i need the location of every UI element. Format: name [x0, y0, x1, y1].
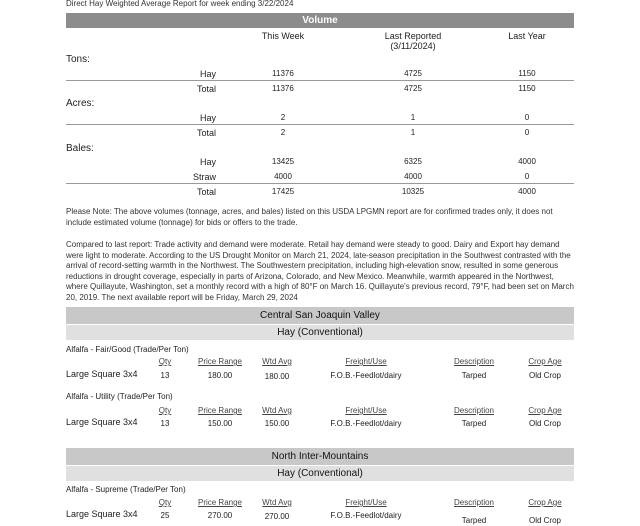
bales-rule: [66, 183, 574, 184]
col-crop-age: Crop Age: [528, 498, 562, 507]
row-description: Tarped: [461, 516, 487, 525]
col-wtd-avg: Wtd Avg: [262, 406, 292, 415]
bales-straw-last-year: 0: [524, 172, 530, 181]
row-price-range: 270.00: [207, 511, 233, 520]
bales-hay-this-week: 13425: [271, 157, 295, 166]
col-last-reported-date: (3/11/2024): [390, 41, 436, 51]
col-description: Description: [453, 406, 494, 415]
acres-total-this-week: 2: [280, 128, 286, 137]
col-crop-age: Crop Age: [528, 357, 562, 366]
tons-total-this-week: 11376: [272, 84, 294, 93]
col-qty: Qty: [158, 406, 172, 415]
row-item: Large Square 3x4: [66, 369, 138, 379]
bales-label: Bales:: [66, 143, 94, 154]
acres-hay-last-reported: 1: [410, 113, 416, 122]
tons-total-last-reported: 4725: [404, 84, 422, 93]
col-wtd-avg: Wtd Avg: [262, 498, 292, 507]
row-freight-use: F.O.B.-Feedlot/dairy: [330, 511, 402, 520]
col-crop-age: Crop Age: [528, 406, 562, 415]
row-wtd-avg: 150.00: [264, 419, 290, 428]
group-title: Alfalfa - Utility (Trade/Per Ton): [66, 392, 173, 401]
row-freight-use: F.O.B.-Feedlot/dairy: [330, 371, 402, 380]
row-item: Large Square 3x4: [66, 509, 138, 519]
row-crop-age: Old Crop: [528, 516, 561, 525]
row-qty: 13: [160, 419, 170, 428]
col-last-reported: Last Reported: [384, 31, 442, 41]
col-description: Description: [453, 357, 494, 366]
category-header: Hay (Conventional): [66, 325, 574, 340]
col-price-range: Price Range: [197, 406, 243, 415]
acres-total-last-year: 0: [524, 128, 530, 137]
volume-header: Volume: [66, 13, 574, 28]
row-item: Large Square 3x4: [66, 417, 138, 427]
group-title: Alfalfa - Fair/Good (Trade/Per Ton): [66, 345, 189, 354]
row-price-range: 180.00: [207, 371, 233, 380]
col-description: Description: [453, 498, 494, 507]
bales-straw-last-reported: 4000: [404, 172, 422, 181]
row-qty: 25: [160, 511, 170, 520]
col-freight-use: Freight/Use: [345, 406, 387, 415]
bales-total-last-reported: 10325: [401, 187, 425, 196]
bales-total-this-week: 17425: [271, 187, 295, 196]
tons-total-label: Total: [196, 84, 216, 94]
row-freight-use: F.O.B.-Feedlot/dairy: [330, 419, 402, 428]
row-description: Tarped: [461, 371, 487, 380]
col-last-year: Last Year: [508, 31, 546, 41]
col-this-week: This Week: [261, 31, 305, 41]
row-price-range: 150.00: [207, 419, 233, 428]
tons-total-last-year: 1150: [518, 84, 536, 93]
tons-hay-this-week: 11376: [272, 69, 294, 78]
acres-rule: [66, 124, 574, 125]
col-price-range: Price Range: [197, 498, 243, 507]
acres-total-last-reported: 1: [410, 128, 416, 137]
bales-total-label: Total: [196, 187, 216, 197]
col-freight-use: Freight/Use: [345, 357, 387, 366]
region-header: North Inter-Mountains: [66, 448, 574, 465]
row-wtd-avg: 270.00: [264, 512, 290, 521]
acres-hay-this-week: 2: [280, 113, 286, 122]
col-freight-use: Freight/Use: [345, 498, 387, 507]
col-wtd-avg: Wtd Avg: [262, 357, 292, 366]
group-title: Alfalfa - Supreme (Trade/Per Ton): [66, 485, 186, 494]
bales-hay-label: Hay: [199, 157, 216, 167]
bales-hay-last-reported: 6325: [404, 157, 422, 166]
col-price-range: Price Range: [197, 357, 243, 366]
bales-hay-last-year: 4000: [518, 157, 536, 166]
market-comparison: Compared to last report: Trade activity and demand were moderate. Retail hay demand were steady to good. Dairy and Export hay demand were light to moderate. According to the US Drought Monitor on March 21, 2024, late-season precipitation in the Southwest contrasted with the arrival of record-setting warmth in the Northwest. The Southwestern precipitation, including high-elevation snow, resulted in some generous reductions in drought coverage, especially in parts of Arizona, Colorado, and New Mexico. Meanwhile, warmth appeared in the Northwest, where Quillayute, Washington, set a monthly record with a high of 80°F on March 16. Quillayute's previous record, 79°F, had been set on March 20, 2019. The next available report will be Friday, March 29, 2024: [66, 240, 574, 302]
tons-hay-label: Hay: [199, 69, 216, 79]
tons-hay-last-year: 1150: [518, 69, 536, 78]
bales-straw-label: Straw: [192, 172, 216, 182]
acres-total-label: Total: [196, 128, 216, 138]
region-header: Central San Joaquin Valley: [66, 307, 574, 324]
row-crop-age: Old Crop: [528, 371, 561, 380]
tons-hay-last-reported: 4725: [404, 69, 422, 78]
report-title: Direct Hay Weighted Average Report for week ending 3/22/2024: [66, 0, 294, 8]
acres-label: Acres:: [66, 98, 95, 109]
acres-hay-label: Hay: [199, 113, 216, 123]
row-crop-age: Old Crop: [528, 419, 561, 428]
bales-straw-this-week: 4000: [274, 172, 292, 181]
col-qty: Qty: [158, 498, 172, 507]
category-header: Hay (Conventional): [66, 466, 574, 481]
row-qty: 13: [160, 371, 170, 380]
tons-label: Tons:: [66, 54, 90, 65]
acres-hay-last-year: 0: [524, 113, 530, 122]
row-wtd-avg: 180.00: [264, 372, 290, 381]
row-description: Tarped: [461, 419, 487, 428]
tons-rule: [66, 80, 574, 81]
bales-total-last-year: 4000: [518, 187, 536, 196]
col-qty: Qty: [158, 357, 172, 366]
volume-note: Please Note: The above volumes (tonnage, acres, and bales) listed on this USDA LPGMN report are for confirmed trades only, it does not include estimated volume (tonnage) for bids or offers to the trade.: [66, 207, 553, 227]
